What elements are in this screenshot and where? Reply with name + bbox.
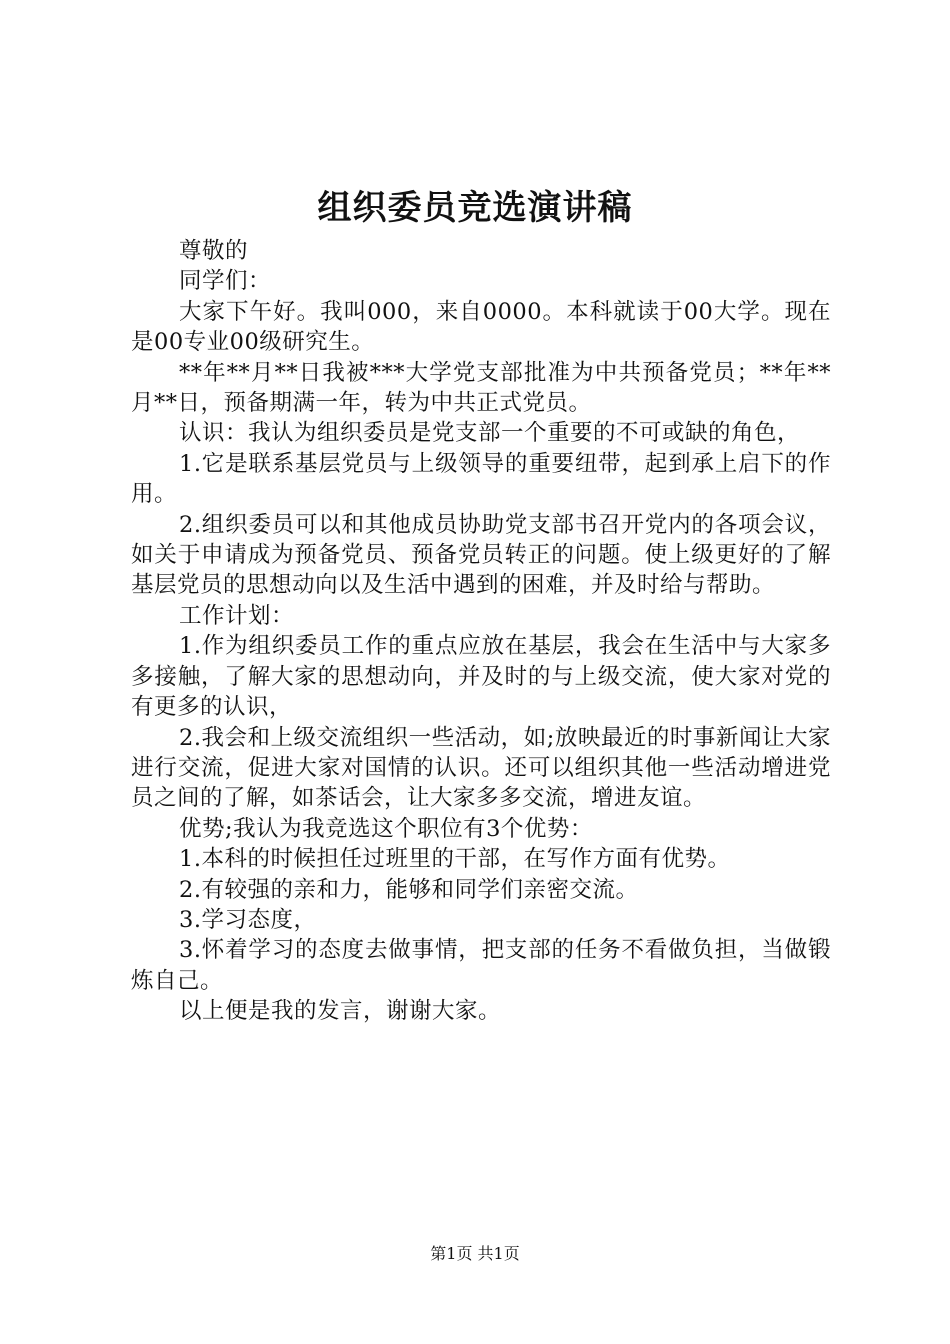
- paragraph-advantage-1: 1.本科的时候担任过班里的干部，在写作方面有优势。: [179, 846, 731, 873]
- document-title: 组织委员竞选演讲稿: [317, 188, 633, 228]
- paragraph-understanding-point-2: 2.组织委员可以和其他成员协助党支部书召开党内的各项会议，如关于申请成为预备党员、预备党员转正的问题。使上级更好的了解基层党员的思想动向以及生活中遇到的困难，并及时给与帮助。: [131, 511, 831, 599]
- document-body: [131, 236, 831, 1027]
- paragraph-understanding: 认识：我认为组织委员是党支部一个重要的不可或缺的角色，: [179, 420, 801, 447]
- paragraph-advantage-2: 2.有较强的亲和力，能够和同学们亲密交流。: [179, 876, 639, 903]
- paragraph-work-plan-heading: 工作计划：: [179, 602, 295, 629]
- paragraph-understanding-point-1: 1.它是联系基层党员与上级领导的重要纽带，起到承上启下的作用。: [131, 450, 831, 508]
- paragraph-advantage-3: 3.学习态度，: [179, 906, 317, 933]
- paragraph-closing: 以上便是我的发言，谢谢大家。: [179, 998, 502, 1025]
- paragraph-party-membership: **年**月**日我被***大学党支部批准为中共预备党员；**年**月**日，预备期满一年，转为中共正式党员。: [131, 359, 831, 417]
- paragraph-work-plan-point-1: 1.作为组织委员工作的重点应放在基层，我会在生活中与大家多多接触，了解大家的思想动向，并及时的与上级交流，使大家对党的有更多的认识，: [131, 633, 831, 721]
- salutation-line-2: 同学们：: [179, 268, 272, 295]
- paragraph-advantage-3-detail: 3.怀着学习的态度去做事情，把支部的任务不看做负担，当做锻炼自己。: [131, 937, 831, 994]
- paragraph-intro: 大家下午好。我叫000，来自0000。本科就读于00大学。现在是00专业00级研究生。: [131, 298, 831, 356]
- page-number: 第1页 共1页: [430, 1244, 520, 1263]
- paragraph-advantages-heading: 优势;我认为我竞选这个职位有3个优势：: [179, 815, 593, 842]
- paragraph-work-plan-point-2: 2.我会和上级交流组织一些活动，如;放映最近的时事新闻让大家进行交流，促进大家对国情的认识。还可以组织其他一些活动增进党员之间的了解，如茶话会，让大家多多交流，增进友谊。: [131, 724, 831, 812]
- salutation-line-1: 尊敬的: [179, 238, 249, 264]
